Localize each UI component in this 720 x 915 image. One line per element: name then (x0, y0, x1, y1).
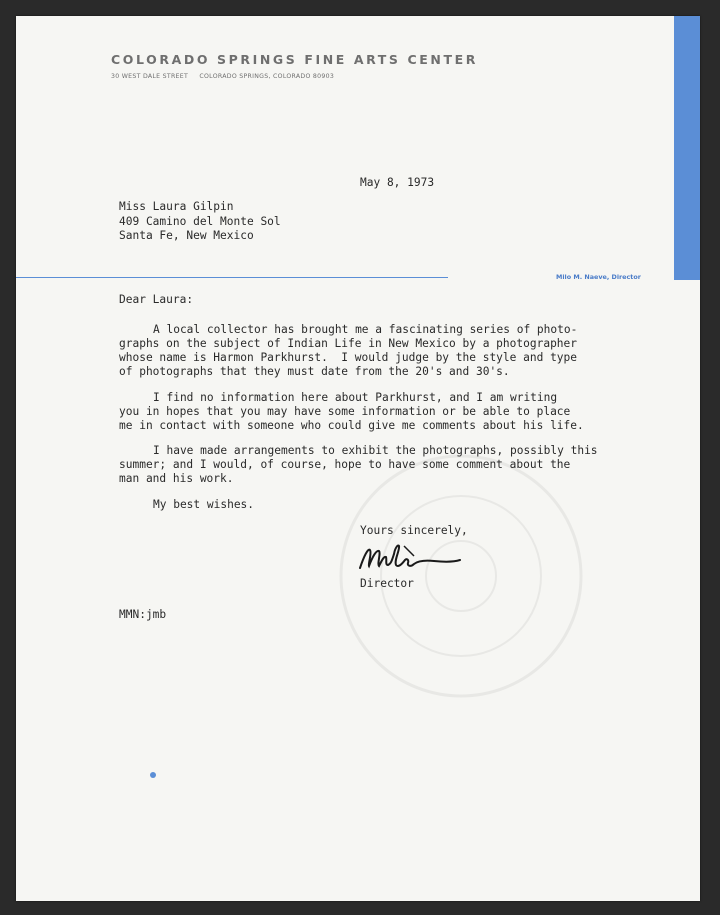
body-paragraph (119, 444, 598, 486)
paragraph-line: of photographs that they must date from the 20's and 30's. (119, 365, 510, 378)
paragraph-line: I have made arrangements to exhibit the photographs, possibly this (153, 444, 598, 457)
handwritten-signature (354, 538, 464, 578)
paragraph-line: whose name is Harmon Parkhurst. I would judge by the style and type (119, 351, 578, 364)
recipient-line: Miss Laura Gilpin (119, 200, 234, 213)
reference-initials: MMN:jmb (119, 608, 167, 621)
best-wishes: My best wishes. (153, 498, 255, 511)
letter-page (16, 16, 700, 901)
paragraph-line: graphs on the subject of Indian Life in New Mexico by a photographer (119, 337, 578, 350)
paragraph-line: I find no information here about Parkhurst, and I am writing (153, 391, 558, 404)
letterhead-side-bar (674, 16, 700, 280)
body-paragraph (119, 323, 577, 379)
blue-dot-mark (150, 772, 156, 778)
letterhead-director-name: Milo M. Naeve, Director (556, 273, 641, 281)
recipient-address (119, 200, 281, 244)
paragraph-line: me in contact with someone who could give me comments about his life. (119, 419, 584, 432)
signer-title: Director (360, 577, 414, 590)
recipient-line: Santa Fe, New Mexico (119, 229, 254, 242)
salutation: Dear Laura: (119, 293, 194, 306)
letterhead-address: 30 WEST DALE STREET COLORADO SPRINGS, COLORADO 80903 (111, 73, 335, 80)
paragraph-line: you in hopes that you may have some information or be able to place (119, 405, 571, 418)
paragraph-line: summer; and I would, of course, hope to have some comment about the (119, 458, 571, 471)
letterhead-org-name: COLORADO SPRINGS FINE ARTS CENTER (111, 52, 478, 67)
letterhead-divider (16, 277, 448, 278)
paragraph-line: A local collector has brought me a fascinating series of photo- (153, 323, 578, 336)
paragraph-line: man and his work. (119, 472, 234, 485)
letter-date: May 8, 1973 (360, 176, 435, 189)
closing: Yours sincerely, (360, 524, 468, 537)
body-paragraph (119, 391, 584, 433)
recipient-line: 409 Camino del Monte Sol (119, 214, 281, 228)
